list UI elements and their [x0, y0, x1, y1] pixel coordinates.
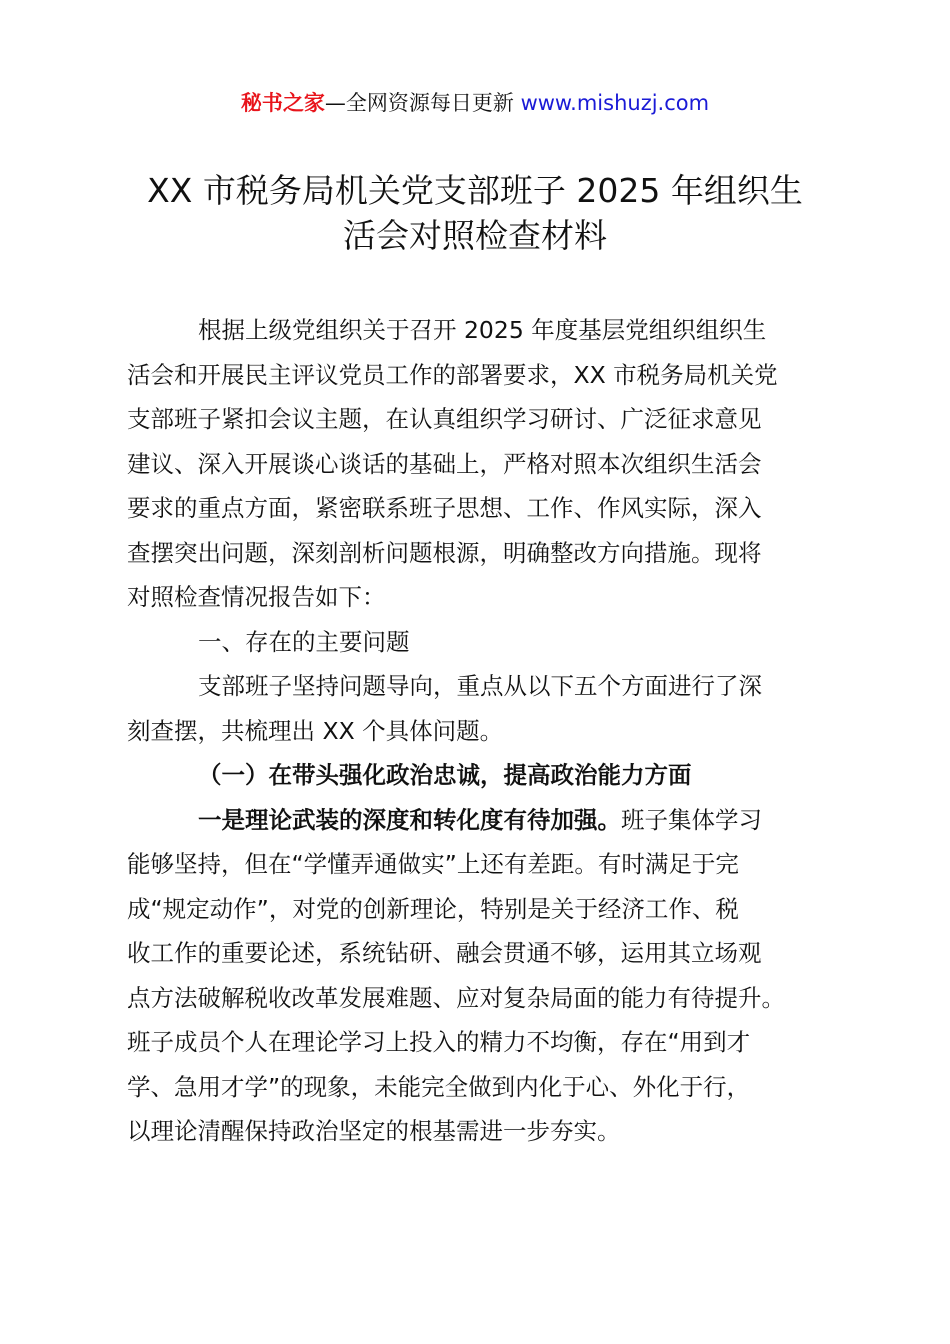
- section-heading: 一、存在的主要问题: [198, 627, 410, 656]
- text-line: 点方法破解税收改革发展难题、应对复杂局面的能力有待提升。: [127, 983, 785, 1012]
- text-line: 查摆突出问题，深刻剖析问题根源，明确整改方向措施。现将: [127, 538, 762, 567]
- site-banner: [0, 88, 950, 118]
- text-line: 刻查摆，共梳理出 XX 个具体问题。: [127, 716, 504, 745]
- site-url-link[interactable]: www.mishuzj.com: [520, 91, 710, 115]
- text-line: 要求的重点方面，紧密联系班子思想、工作、作风实际，深入: [127, 494, 762, 522]
- text-line: [127, 798, 847, 843]
- text-line: 活会和开展民主评议党员工作的部署要求，XX 市税务局机关党: [127, 360, 778, 389]
- point-lead-rest: 班子集体学习: [621, 805, 762, 834]
- text-line: 能够坚持，但在“学懂弄通做实”上还有差距。有时满足于完: [127, 850, 739, 878]
- text-line: 建议、深入开展谈心谈话的基础上，严格对照本次组织生活会: [127, 449, 762, 478]
- intro-paragraph: [127, 308, 847, 620]
- document-title-line-2: 活会对照检查材料: [343, 216, 607, 255]
- point-paragraph: [127, 798, 847, 1154]
- site-brand: 秘书之家: [240, 91, 325, 115]
- document-body: [127, 308, 847, 1154]
- section-intro-paragraph: [127, 664, 847, 753]
- document-title-line-1: XX 市税务局机关党支部班子 2025 年组织生: [147, 171, 803, 210]
- text-line: 支部班子紧扣会议主题，在认真组织学习研讨、广泛征求意见: [127, 405, 762, 433]
- text-line: 对照检查情况报告如下：: [127, 583, 386, 611]
- text-line: 学、急用才学”的现象，未能完全做到内化于心、外化于行，: [127, 1072, 751, 1101]
- document-title: [80, 168, 870, 258]
- site-slogan: —全网资源每日更新: [324, 91, 514, 115]
- subsection-heading: （一）在带头强化政治忠诚，提高政治能力方面: [198, 761, 692, 789]
- text-line: 根据上级党组织关于召开 2025 年度基层党组织组织生: [198, 316, 767, 344]
- text-line: 收工作的重要论述，系统钻研、融会贯通不够，运用其立场观: [127, 939, 762, 967]
- point-lead: 一是理论武装的深度和转化度有待加强。: [198, 805, 621, 834]
- text-line: 班子成员个人在理论学习上投入的精力不均衡，存在“用到才: [127, 1028, 751, 1056]
- text-line: 支部班子坚持问题导向，重点从以下五个方面进行了深: [198, 672, 762, 700]
- text-line: 以理论清醒保持政治坚定的根基需进一步夯实。: [127, 1117, 621, 1145]
- text-line: 成“规定动作”，对党的创新理论，特别是关于经济工作、税: [127, 894, 739, 923]
